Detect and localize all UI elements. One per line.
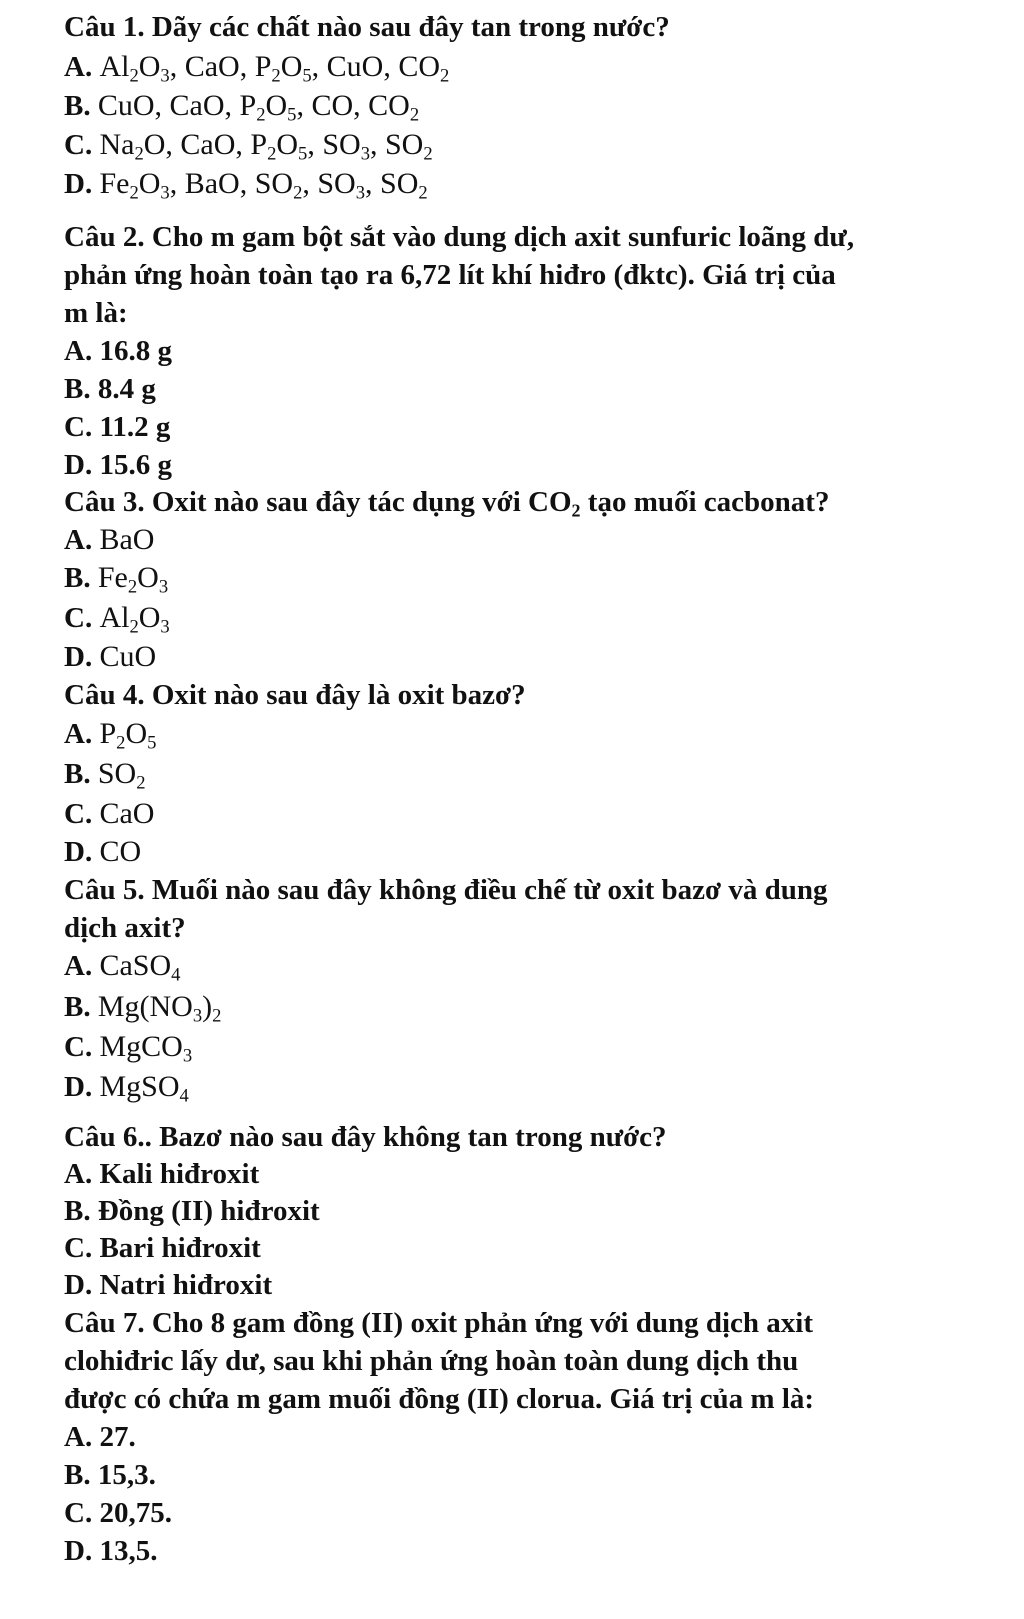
question-5-option-d: D. MgSO$_4$	[64, 1070, 189, 1107]
question-3-option-d: D. CuO	[64, 640, 157, 673]
question-7-text-line-2: clohiđric lấy dư, sau khi phản ứng hoàn toàn dung dịch thu	[64, 1345, 799, 1377]
question-5-option-c: C. MgCO$_3$	[64, 1030, 193, 1067]
question-6-option-d: D. Natri hiđroxit	[64, 1269, 273, 1301]
question-1-option-d: D. $Fe_2O_3$, BaO, $SO_2$, $SO_3$, $SO_2$	[64, 167, 428, 204]
question-7-option-d: D. 13,5.	[64, 1535, 158, 1567]
question-4-option-d: D. CO	[64, 835, 142, 868]
question-4-option-c: C. CaO	[64, 797, 155, 830]
question-2-option-d: D. 15.6 g	[64, 449, 172, 481]
question-4-option-a: A. $P_2O_5$	[64, 717, 157, 754]
question-5-option-a: A. CaSO$_4$	[64, 949, 181, 986]
question-3-option-a: A. BaO	[64, 523, 155, 556]
question-5-text-line-1: Câu 5. Muối nào sau đây không điều chế từ oxit bazơ và dung	[64, 874, 828, 906]
question-7-option-c: C. 20,75.	[64, 1497, 172, 1529]
question-2-text-line-1: Câu 2. Cho m gam bột sắt vào dung dịch axit sunfuric loãng dư,	[64, 221, 855, 253]
question-1-text: Câu 1. Dãy các chất nào sau đây tan trong nước?	[64, 11, 670, 43]
question-2-text-line-2: phản ứng hoàn toàn tạo ra 6,72 lít khí hiđro (đktc). Giá trị của	[64, 259, 836, 291]
question-7-option-b: B. 15,3.	[64, 1459, 156, 1491]
question-5-option-b: B. $Mg(NO_3)_2$	[64, 990, 222, 1027]
question-6-option-c: C. Bari hiđroxit	[64, 1232, 261, 1264]
question-7-option-a: A. 27.	[64, 1421, 136, 1453]
question-6-option-a: A. Kali hiđroxit	[64, 1158, 260, 1190]
question-1-option-b: B. CuO, CaO, $P_2O_5$, CO, $CO_2$	[64, 89, 420, 126]
question-2-text-line-3: m là:	[64, 297, 128, 329]
question-1-option-c: C. $Na_2O$, CaO, $P_2O_5$, $SO_3$, $SO_2$	[64, 128, 433, 165]
question-4-text: Câu 4. Oxit nào sau đây là oxit bazơ?	[64, 679, 526, 711]
question-7-text-line-3: được có chứa m gam muối đồng (II) clorua. Giá trị của m là:	[64, 1383, 815, 1415]
question-2-option-a: A. 16.8 g	[64, 335, 172, 367]
question-3-option-b: B. $Fe_2O_3$	[64, 561, 169, 598]
question-2-option-c: C. 11.2 g	[64, 411, 171, 443]
question-5-text-line-2: dịch axit?	[64, 912, 186, 944]
question-7-text-line-1: Câu 7. Cho 8 gam đồng (II) oxit phản ứng với dung dịch axit	[64, 1307, 813, 1339]
question-2-option-b: B. 8.4 g	[64, 373, 156, 405]
question-6-option-b: B. Đồng (II) hiđroxit	[64, 1195, 320, 1227]
question-4-option-b: B. $SO_2$	[64, 757, 146, 794]
question-6-text: Câu 6.. Bazơ nào sau đây không tan trong nước?	[64, 1121, 667, 1153]
question-3-text: Câu 3. Oxit nào sau đây tác dụng với $CO_2$ tạo muối cacbonat?	[64, 486, 830, 521]
question-1-option-a: A. $Al_2O_3$, CaO, $P_2O_5$, CuO, $CO_2$	[64, 50, 450, 87]
question-3-option-c: C. $Al_2O_3$	[64, 601, 170, 638]
